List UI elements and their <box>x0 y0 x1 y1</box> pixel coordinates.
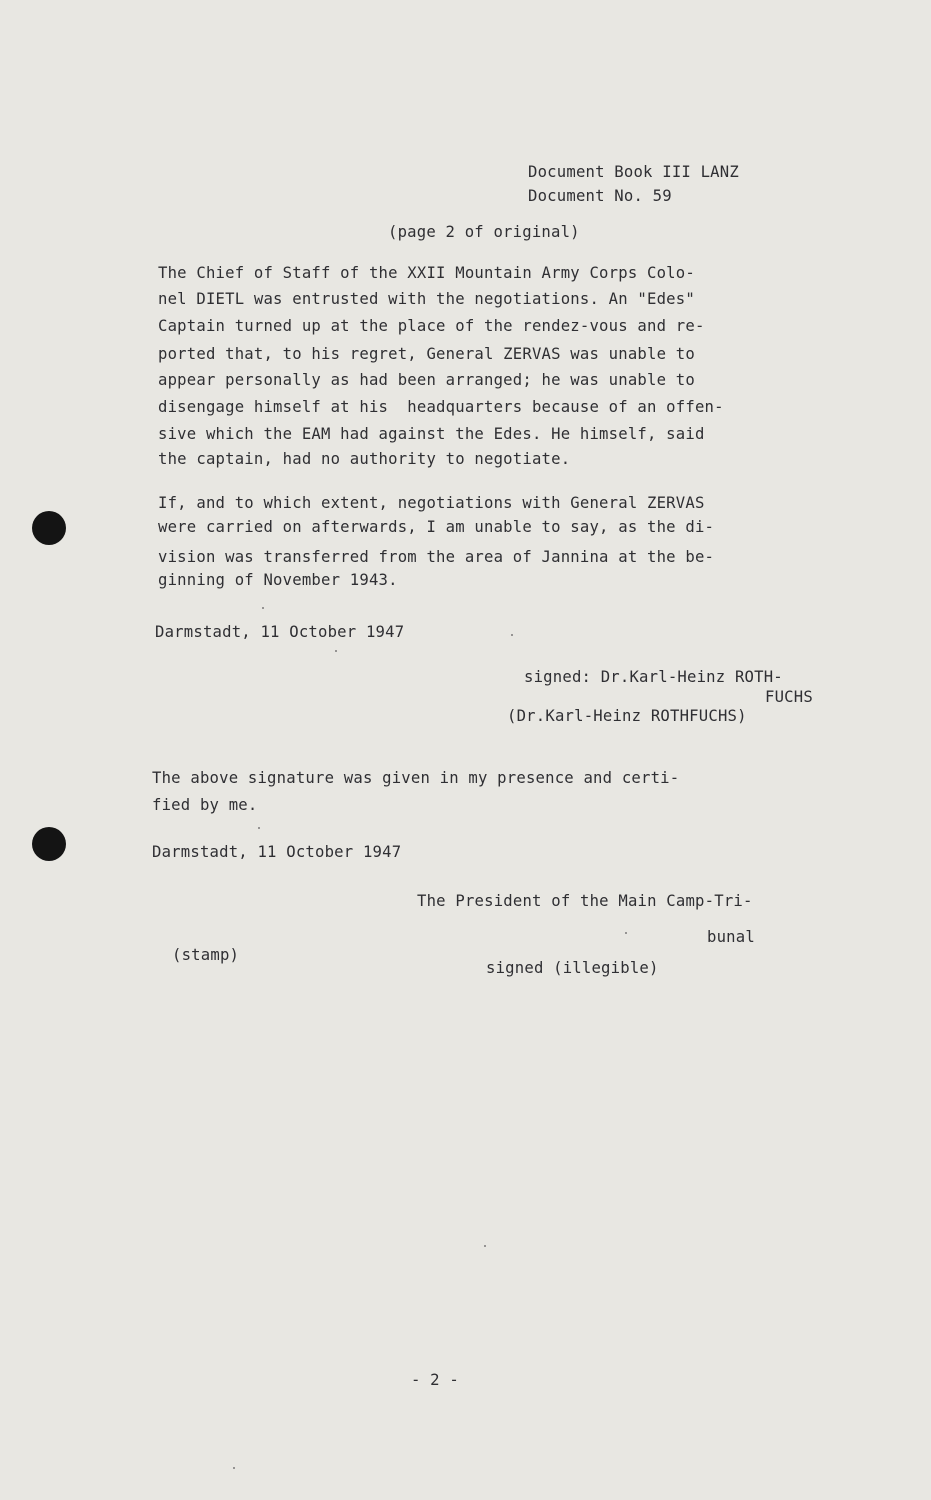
paragraph-line: were carried on afterwards, I am unable to say, as the di- <box>158 518 715 536</box>
paper-speck <box>511 634 513 636</box>
stamp-note: (stamp) <box>172 946 240 964</box>
paragraph-line: ginning of November 1943. <box>158 571 398 589</box>
president-line-2: bunal <box>707 928 755 946</box>
paragraph-line: The Chief of Staff of the XXII Mountain Army Corps Colo- <box>158 264 695 282</box>
certification-line: The above signature was given in my presence and certi- <box>152 769 680 787</box>
paper-speck <box>484 1245 486 1247</box>
paper-speck <box>233 1467 235 1469</box>
signature-line-3: (Dr.Karl-Heinz ROTHFUCHS) <box>507 707 747 725</box>
signature-line-1: signed: Dr.Karl-Heinz ROTH- <box>524 668 783 686</box>
paragraph-line: vision was transferred from the area of Jannina at the be- <box>158 548 715 566</box>
paragraph-line: ported that, to his regret, General ZERVAS was unable to <box>158 345 695 363</box>
paragraph-line: nel DIETL was entrusted with the negotiations. An "Edes" <box>158 290 695 308</box>
president-line-1: The President of the Main Camp-Tri- <box>417 892 753 910</box>
page-number: - 2 - <box>411 1371 459 1389</box>
paragraph-line: Captain turned up at the place of the rendez-vous and re- <box>158 317 705 335</box>
paper-speck <box>262 607 264 609</box>
paper-speck <box>625 932 627 934</box>
signature-line-2: FUCHS <box>765 688 813 706</box>
place-date-2: Darmstadt, 11 October 1947 <box>152 843 402 861</box>
paper-speck <box>258 827 260 829</box>
paragraph-line: appear personally as had been arranged; he was unable to <box>158 371 695 389</box>
paper-speck <box>335 650 337 652</box>
punch-hole-top <box>32 511 66 545</box>
punch-hole-bottom <box>32 827 66 861</box>
paragraph-line: the captain, had no authority to negotiate. <box>158 450 571 468</box>
paragraph-line: If, and to which extent, negotiations with General ZERVAS <box>158 494 705 512</box>
paragraph-line: sive which the EAM had against the Edes. He himself, said <box>158 425 705 443</box>
place-date-1: Darmstadt, 11 October 1947 <box>155 623 405 641</box>
document-number-line: Document No. 59 <box>528 187 672 205</box>
document-book-line: Document Book III LANZ <box>528 163 739 181</box>
page-note: (page 2 of original) <box>388 223 580 241</box>
certification-line: fied by me. <box>152 796 258 814</box>
paragraph-line: disengage himself at his headquarters because of an offen- <box>158 398 724 416</box>
president-signed: signed (illegible) <box>486 959 659 977</box>
